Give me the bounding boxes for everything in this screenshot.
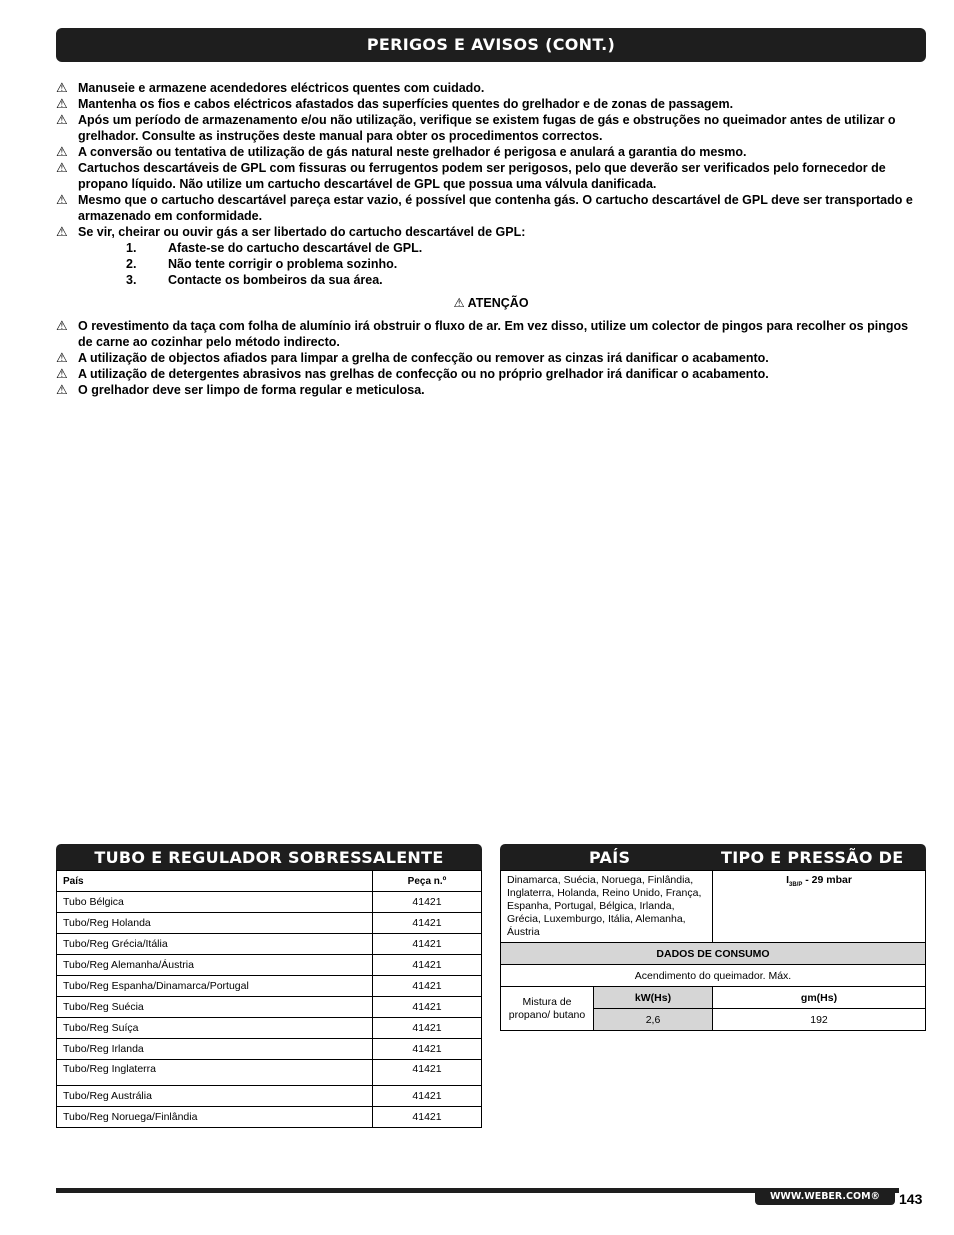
table-header-row: País Peça n.º xyxy=(57,871,482,892)
step-item: 1. Afaste-se do cartucho descartável de GPL. xyxy=(126,241,423,255)
table-row: Tubo/Reg Irlanda 41421 xyxy=(57,1039,482,1060)
hose-table-title: TUBO E REGULADOR SOBRESSALENTE xyxy=(56,844,482,871)
warning-item: ⚠ Cartuchos descartáveis de GPL com fissuras ou ferrugentos podem ser perigosos, pelo que deverão ser verificados pelo fornecedor de propano líquido. Não utilize um cartucho descartável de GPL que possua uma válvula danificada. xyxy=(56,160,886,191)
warning-icon: ⚠ xyxy=(56,192,68,207)
hose-table xyxy=(56,870,482,1128)
table-row: Tubo/Reg Noruega/Finlândia 41421 xyxy=(57,1107,482,1128)
table-row: Tubo/Reg Espanha/Dinamarca/Portugal 41421 xyxy=(57,976,482,997)
caution-item: ⚠ A utilização de objectos afiados para limpar a grelha de confecção ou remover as cinzas irá danificar o acabamento. xyxy=(56,350,769,365)
warning-item: ⚠ Mesmo que o cartucho descartável pareça estar vazio, é possível que contenha gás. O cartucho descartável de GPL deve ser transportado e armazenado em conformidade. xyxy=(56,192,913,223)
warning-item: ⚠ Mantenha os fios e cabos eléctricos afastados das superfícies quentes do grelhador e de zonas de passagem. xyxy=(56,96,734,111)
table-row: Tubo/Reg Inglaterra 41421 xyxy=(57,1060,482,1086)
warning-icon: ⚠ xyxy=(56,144,68,159)
warning-icon: ⚠ xyxy=(56,318,68,333)
warning-icon: ⚠ xyxy=(56,350,68,365)
warning-icon: ⚠ xyxy=(56,96,68,111)
table-row: Mistura de propano/ butano kW(Hs) gm(Hs) xyxy=(501,987,926,1009)
table-row: Tubo/Reg Alemanha/Áustria 41421 xyxy=(57,955,482,976)
table-row: Tubo Bélgica 41421 xyxy=(57,892,482,913)
page-title: PERIGOS E AVISOS (CONT.) xyxy=(56,28,926,62)
caution-item: ⚠ O revestimento da taça com folha de alumínio irá obstruir o fluxo de ar. Em vez disso, utilize um colector de pingos para recolher os pingos de carne ao cozinhar pelo método indirecto. xyxy=(56,318,909,349)
warning-icon: ⚠ xyxy=(56,112,68,127)
warning-item: ⚠ Manuseie e armazene acendedores eléctricos quentes com cuidado. xyxy=(56,80,485,95)
table-row: DADOS DE CONSUMO xyxy=(501,943,926,965)
warning-item: ⚠ Se vir, cheirar ou ouvir gás a ser libertado do cartucho descartável de GPL: xyxy=(56,224,526,239)
warning-icon: ⚠ xyxy=(56,224,68,239)
warning-icon: ⚠ xyxy=(56,382,68,397)
table-row: Tubo/Reg Suécia 41421 xyxy=(57,997,482,1018)
warning-icon: ⚠ xyxy=(56,160,68,175)
warning-item: ⚠ A conversão ou tentativa de utilização de gás natural neste grelhador é perigosa e anulará a garantia do mesmo. xyxy=(56,144,747,159)
warning-item: ⚠ Após um período de armazenamento e/ou não utilização, verifique se existem fugas de gás e obstruções no queimador antes de utilizar o grelhador. Consulte as instruções deste manual para obter os procedimentos correctos. xyxy=(56,112,896,143)
table-row: Tubo/Reg Austrália 41421 xyxy=(57,1086,482,1107)
step-item: 2. Não tente corrigir o problema sozinho. xyxy=(126,257,398,271)
warning-icon: ⚠ xyxy=(56,366,68,381)
table-row: Acendimento do queimador. Máx. xyxy=(501,965,926,987)
gas-pressure-cell: $I_{3B/P} - 29$ mbar xyxy=(713,871,926,943)
step-item: 3. Contacte os bombeiros da sua área. xyxy=(126,273,383,287)
caution-item: ⚠ A utilização de detergentes abrasivos nas grelhas de confecção ou no próprio grelhador irá danificar o acabamento. xyxy=(56,366,769,381)
warning-icon: ⚠ xyxy=(453,296,465,310)
warnings-section xyxy=(56,80,926,398)
table-row: Tubo/Reg Holanda 41421 xyxy=(57,913,482,934)
caution-item: ⚠ O grelhador deve ser limpo de forma regular e meticulosa. xyxy=(56,382,425,397)
footer-website: WWW.WEBER.COM® xyxy=(755,1188,895,1205)
attention-heading: ⚠ ATENÇÃO xyxy=(453,296,529,310)
table-row: 2,6 192 xyxy=(501,1009,926,1031)
table-row: Tubo/Reg Suíça 41421 xyxy=(57,1018,482,1039)
gas-table-title: PAÍS TIPO E PRESSÃO DE GÁS xyxy=(500,844,926,871)
table-row: Tubo/Reg Grécia/Itália 41421 xyxy=(57,934,482,955)
gas-table xyxy=(500,870,926,1031)
table-row: Dinamarca, Suécia, Noruega, Finlândia, Inglaterra, Holanda, Reino Unido, França, Espanha, Portugal, Bélgica, Irlanda, Grécia, Luxemburgo, Itália, Alemanha, Áustria $I_{3B/P} - 29$ mbar xyxy=(501,871,926,943)
warning-icon: ⚠ xyxy=(56,80,68,95)
page-number: 143 xyxy=(899,1191,923,1207)
